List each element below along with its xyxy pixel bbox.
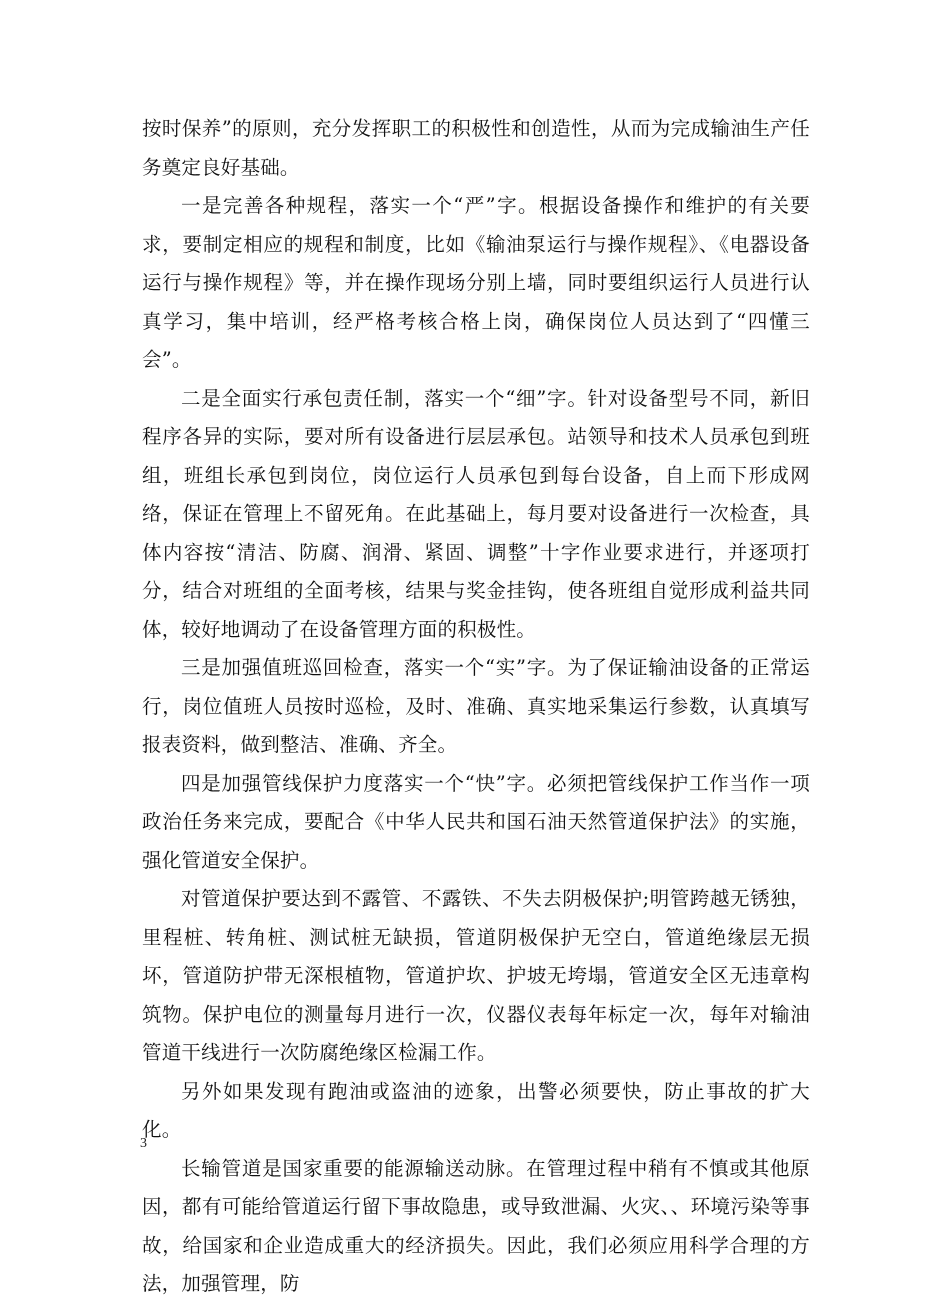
- paragraph-oil-theft: 另外如果发现有跑油或盗油的迹象，出警必须要快，防止事故的扩大化。: [142, 1079, 810, 1141]
- paragraph-protection-requirements: 对管道保护要达到不露管、不露铁、不失去阴极保护;明管跨越无锈独，里程桩、转角桩、测试桩无缺损，管道阴极保护无空白，管道绝缘层无损坏，管道防护带无深根植物，管道护坎、护坡无垮塌，管道安全区无违章构筑物。保护电位的测量每月进行一次，仪器仪表每年标定一次，每年对输油管道干线进行一次防腐绝缘区检漏工作。: [142, 887, 810, 1064]
- paragraph-continuation: 按时保养”的原则，充分发挥职工的积极性和创造性，从而为完成输油生产任务奠定良好基础。: [142, 117, 810, 179]
- page-number: 3: [140, 1136, 147, 1151]
- document-body: [142, 110, 810, 1304]
- paragraph-energy-artery: 长输管道是国家重要的能源输送动脉。在管理过程中稍有不慎或其他原因，都有可能给管道运行留下事故隐患，或导致泄漏、火灾、、环境污染等事故，给国家和企业造成重大的经济损失。因此，我们必须应用科学合理的方法，加强管理，防: [142, 1156, 810, 1295]
- paragraph-inspection: 三是加强值班巡回检查，落实一个“实”字。为了保证输油设备的正常运行，岗位值班人员按时巡检，及时、准确、真实地采集运行参数，认真填写报表资料，做到整洁、准确、齐全。: [142, 656, 810, 756]
- paragraph-regulations: 一是完善各种规程，落实一个“严”字。根据设备操作和维护的有关要求，要制定相应的规程和制度，比如《输油泵运行与操作规程》、《电器设备运行与操作规程》等，并在操作现场分别上墙，同时要组织运行人员进行认真学习，集中培训，经严格考核合格上岗，确保岗位人员达到了“四懂三会”。: [142, 194, 810, 371]
- paragraph-pipeline-protection: 四是加强管线保护力度落实一个“快”字。必须把管线保护工作当作一项政治任务来完成，要配合《中华人民共和国石油天然管道保护法》的实施，强化管道安全保护。: [142, 771, 810, 872]
- paragraph-responsibility: 二是全面实行承包责任制，落实一个“细”字。针对设备型号不同，新旧程序各异的实际，要对所有设备进行层层承包。站领导和技术人员承包到班组，班组长承包到岗位，岗位运行人员承包到每台设备，自上而下形成网络，保证在管理上不留死角。在此基础上，每月要对设备进行一次检查，具体内容按“清洁、防腐、润滑、紧固、调整”十字作业要求进行，并逐项打分，结合对班组的全面考核，结果与奖金挂钩，使各班组自觉形成利益共同体，较好地调动了在设备管理方面的积极性。: [142, 386, 810, 641]
